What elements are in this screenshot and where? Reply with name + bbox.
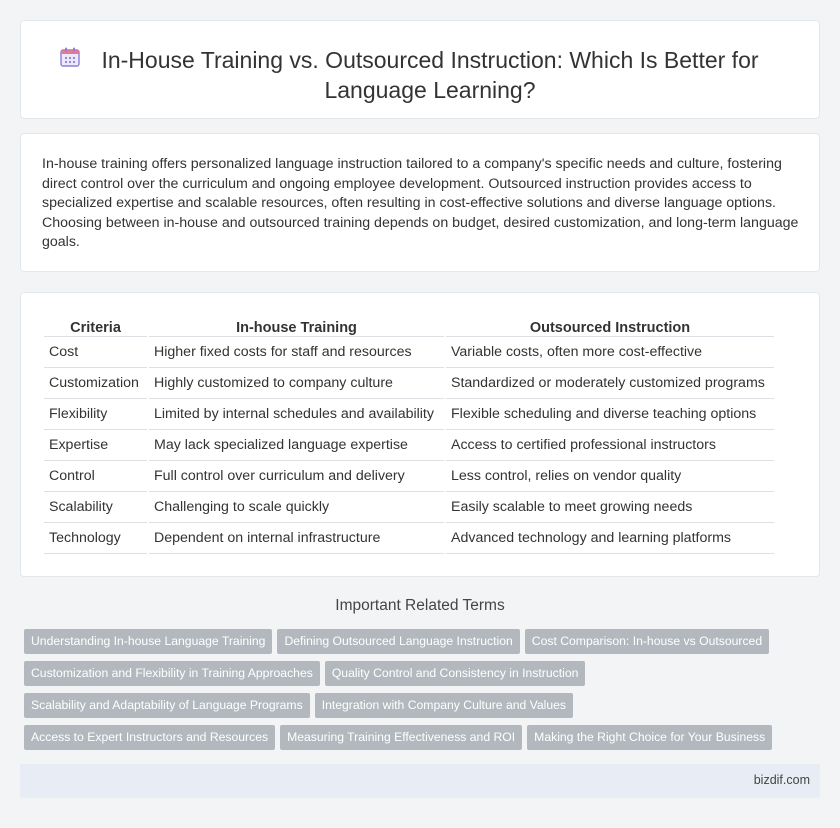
criteria-cell: Customization	[44, 368, 147, 399]
page-title: In-House Training vs. Outsourced Instruction: Which Is Better for Language Learning?	[101, 47, 759, 103]
tag-row	[24, 725, 804, 757]
related-term-tag[interactable]: Making the Right Choice for Your Business	[527, 725, 772, 750]
outsourced-cell: Less control, relies on vendor quality	[446, 461, 774, 492]
in-house-cell: May lack specialized language expertise	[149, 430, 444, 461]
related-term-tag[interactable]: Customization and Flexibility in Training Approaches	[24, 661, 320, 686]
table-row	[44, 523, 774, 554]
footer-site-link[interactable]: bizdif.com	[753, 773, 810, 787]
comparison-table	[42, 315, 776, 554]
in-house-cell: Dependent on internal infrastructure	[149, 523, 444, 554]
comparison-table-card	[20, 292, 820, 577]
title-card	[20, 20, 820, 119]
table-row	[44, 430, 774, 461]
related-term-tag[interactable]: Measuring Training Effectiveness and ROI	[280, 725, 522, 750]
related-terms-title: Important Related Terms	[335, 597, 505, 614]
intro-paragraph: In-house training offers personalized language instruction tailored to a company's specific needs and culture, fostering direct control over the curriculum and ongoing employee development. Outsourced instruction provides access to specialized expertise and scalable resources, often resulting in cost-effective solutions and diverse language options. Choosing between in-house and outsourced training depends on budget, desired customization, and long-term language goals.	[42, 156, 799, 250]
outsourced-cell: Standardized or moderately customized programs	[446, 368, 774, 399]
table-row	[44, 368, 774, 399]
footer	[20, 764, 820, 798]
outsourced-cell: Advanced technology and learning platforms	[446, 523, 774, 554]
related-term-tag[interactable]: Cost Comparison: In-house vs Outsourced	[525, 629, 769, 654]
table-header-row	[44, 315, 774, 337]
in-house-cell: Higher fixed costs for staff and resources	[149, 337, 444, 368]
related-term-tag[interactable]: Integration with Company Culture and Values	[315, 693, 573, 718]
table-row	[44, 399, 774, 430]
header-outsourced-instruction: Outsourced Instruction	[446, 315, 774, 337]
table-row	[44, 492, 774, 523]
related-terms-list	[24, 629, 804, 757]
related-term-tag[interactable]: Scalability and Adaptability of Language Programs	[24, 693, 310, 718]
related-term-tag[interactable]: Defining Outsourced Language Instruction	[277, 629, 519, 654]
intro-card	[20, 133, 820, 272]
outsourced-cell: Variable costs, often more cost-effective	[446, 337, 774, 368]
related-term-tag[interactable]: Quality Control and Consistency in Instruction	[325, 661, 586, 686]
tag-row	[24, 693, 804, 725]
outsourced-cell: Flexible scheduling and diverse teaching options	[446, 399, 774, 430]
header-in-house-training: In-house Training	[149, 315, 444, 337]
tag-row	[24, 629, 804, 661]
criteria-cell: Cost	[44, 337, 147, 368]
outsourced-cell: Easily scalable to meet growing needs	[446, 492, 774, 523]
related-term-tag[interactable]: Understanding In-house Language Training	[24, 629, 272, 654]
table-row	[44, 337, 774, 368]
criteria-cell: Scalability	[44, 492, 147, 523]
tag-row	[24, 661, 804, 693]
criteria-cell: Flexibility	[44, 399, 147, 430]
related-term-tag[interactable]: Access to Expert Instructors and Resources	[24, 725, 275, 750]
outsourced-cell: Access to certified professional instructors	[446, 430, 774, 461]
in-house-cell: Challenging to scale quickly	[149, 492, 444, 523]
header-criteria: Criteria	[44, 315, 147, 337]
criteria-cell: Expertise	[44, 430, 147, 461]
in-house-cell: Limited by internal schedules and availability	[149, 399, 444, 430]
table-row	[44, 461, 774, 492]
criteria-cell: Control	[44, 461, 147, 492]
criteria-cell: Technology	[44, 523, 147, 554]
in-house-cell: Highly customized to company culture	[149, 368, 444, 399]
in-house-cell: Full control over curriculum and delivery	[149, 461, 444, 492]
